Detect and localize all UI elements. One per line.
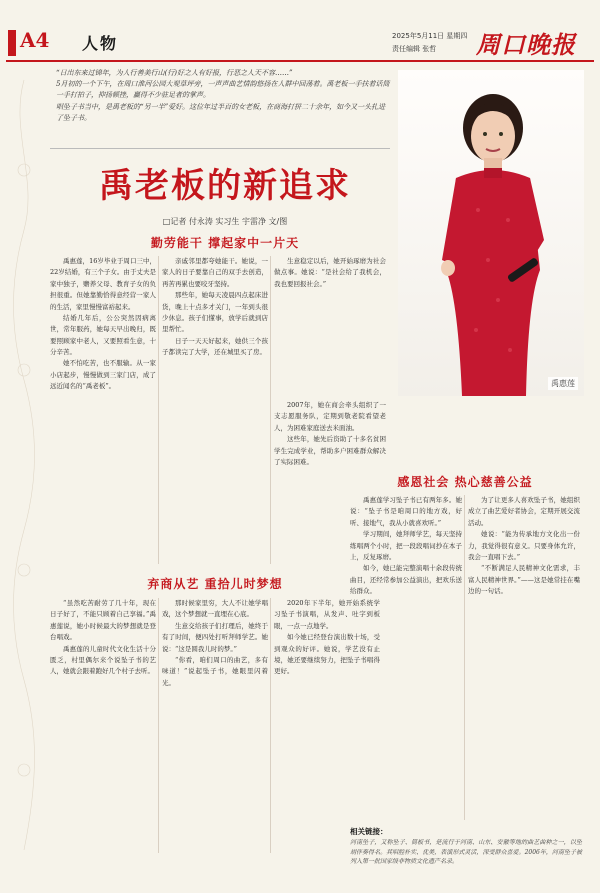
body-paragraph: 那些年，她每天凌晨四点起床进货，晚上十点多才关门，一年到头很少休息。孩子们懂事，放学后就到店里帮忙。 bbox=[162, 291, 268, 334]
photo-caption: 禹惠莲 bbox=[548, 377, 578, 390]
body-paragraph: 亲戚邻里都夸她能干。她说，一家人的日子要靠自己的双手去创造，再苦再累也要咬牙坚持。 bbox=[162, 257, 268, 288]
body-paragraph: “不断满足人民精神文化需求，丰富人民精神世界。”——这是她常挂在嘴边的一句话。 bbox=[468, 564, 580, 595]
header-rule bbox=[6, 60, 594, 62]
body-paragraph: “虽然吃苦耐劳了几十年，现在日子好了，不能只顾着自己享福。”禹惠莲说，她小时候最大的梦想就是登台唱戏。 bbox=[50, 599, 156, 642]
body-paragraph: 禹惠莲，16岁毕业于周口三中，22岁结婚，有三个子女。由于丈夫是家中独子，赡养父母、教育子女的负担很重。但她靠勤恰得意经营一家人的生活，家里慢慢富裕起来。 bbox=[50, 257, 156, 311]
column-rule bbox=[158, 598, 159, 853]
body-paragraph: 禹惠莲学习坠子书已有两年多。她说：“坠子书是咱周口的地方戏，好听、接地气，我从小就喜欢听。” bbox=[350, 496, 462, 527]
body-paragraph: 结婚几年后，公公突然因病离世，常年服药，她每天早出晚归，既要照顾家中老人，又要照看生意，十分辛苦。 bbox=[50, 313, 156, 356]
lede-paragraph: “日出东来过锦年，为人行善美行山(行)好之人有好报，行恶之人天不容……” bbox=[56, 69, 293, 77]
article-column bbox=[162, 256, 268, 564]
body-paragraph: 如今，她已能完整演唱十余段传统曲目，还经常参加公益演出，把欢乐送给群众。 bbox=[350, 564, 462, 595]
lede-paragraph: 5月初的一个下午，在周口淮河公园大观草坪旁，一声声曲艺情韵悠扬在人群中回荡着。禹老板一手扶着话筒一手打拍子，抑扬顿挫，赢得不少驻足者的掌声。 bbox=[56, 80, 390, 100]
subhead-pursue-art: 弃商从艺 重拾儿时梦想 bbox=[147, 577, 283, 591]
article-column bbox=[274, 598, 380, 853]
body-paragraph: 为了让更多人喜欢坠子书，她组织成立了曲艺爱好者协会，定期开展交流活动。 bbox=[468, 496, 580, 527]
body-paragraph: 2020年下半年，她开始系统学习坠子书演唱，从发声、吐字到板眼，一点一点地学。 bbox=[274, 599, 380, 630]
body-paragraph: 生意交给孩子们打理后，她终于有了时间，便四处打听拜师学艺。她说：“这是圆我儿时的梦。” bbox=[162, 621, 268, 653]
body-paragraph: 日子一天天好起来，她供三个孩子都读完了大学，还在城里买了房。 bbox=[162, 336, 268, 356]
body-paragraph: 这些年，她先后资助了十多名贫困学生完成学业，帮助多户困难群众解决了实际困难。 bbox=[274, 435, 386, 466]
body-paragraph: 那时候家里穷，大人不让她学唱戏，这个梦想就一直埋在心底。 bbox=[162, 599, 268, 619]
lede-divider bbox=[50, 148, 390, 149]
article-byline: □记者 付永涛 实习生 宇雷净 文/图 bbox=[162, 217, 288, 226]
article-column bbox=[162, 598, 268, 853]
body-paragraph: “你看，咱们周口的曲艺，多有味道！”说起坠子书，她眼里闪着光。 bbox=[162, 655, 268, 687]
decorative-margin-pattern bbox=[6, 70, 42, 860]
body-paragraph: 学习期间，她拜师学艺，每天坚持练唱两个小时，把一段段唱词抄在本子上，反复琢磨。 bbox=[350, 530, 462, 561]
column-rule bbox=[464, 495, 465, 820]
lede-paragraph: 唱坠子书当中，是禹老板的“另一半”爱好。这位年过半百的女老板，在商海打拼二十余年，如今又一头扎进了坠子书。 bbox=[56, 102, 386, 122]
related-link-label: 相关链接： bbox=[350, 827, 388, 836]
body-paragraph: 2007年，她在商会牵头组织了一支志愿服务队，定期到敬老院看望老人，为困难家庭送去米面油。 bbox=[274, 401, 386, 432]
column-rule bbox=[158, 256, 159, 564]
newspaper-logo: 周口晚报 bbox=[476, 30, 576, 59]
subhead-charity: 感恩社会 热心慈善公益 bbox=[397, 475, 533, 489]
editor-credit: 责任编辑 张哲 bbox=[392, 45, 437, 53]
article-column bbox=[274, 256, 386, 396]
subhead-hardworking: 勤劳能干 撑起家中一片天 bbox=[150, 236, 300, 250]
article-lede bbox=[56, 68, 392, 124]
body-paragraph: 禹惠莲的儿童时代文化生活十分匮乏，村里偶尔来个说坠子书的艺人，她就会跟着跑好几个村子去听。 bbox=[50, 644, 156, 676]
article-column bbox=[468, 495, 580, 820]
article-headline: 禹老板的新追求 bbox=[99, 166, 351, 206]
related-link-text: 河南坠子，又称坠子、简板书，是流行于河南、山东、安徽等地的曲艺曲种之一，以坠胡伴奏得名。其唱腔朴实、优美，表演形式灵活，深受群众喜爱。2006年，河南坠子被列入第一批国家级非物质文化遗产名录。 bbox=[350, 839, 582, 866]
column-rule bbox=[270, 256, 271, 564]
body-paragraph: 她不怕吃苦，也不服输。从一家小店起步，慢慢做到三家门店，成了远近闻名的“禹老板”。 bbox=[50, 359, 156, 391]
body-paragraph: 生意稳定以后，她开始琢磨为社会做点事。她说：“是社会给了我机会，我也要回报社会。” bbox=[274, 257, 386, 288]
issue-date: 2025年5月11日 星期四 bbox=[392, 32, 468, 40]
body-paragraph: 如今她已经登台演出数十场，受到观众的好评。她说，学艺没有止境，她还要继续努力，把坠子书唱得更好。 bbox=[274, 633, 380, 676]
section-number: A4 bbox=[20, 28, 50, 52]
article-column bbox=[50, 598, 156, 853]
section-marker bbox=[8, 30, 16, 56]
article-column bbox=[50, 256, 156, 564]
body-paragraph: 她说：“能为传承地方文化出一份力，我觉得很有意义。只要身体允许，我会一直唱下去。” bbox=[468, 530, 580, 561]
portrait-photo bbox=[398, 70, 584, 396]
column-rule bbox=[270, 598, 271, 853]
section-category: 人物 bbox=[82, 34, 119, 53]
woman-in-qipao-illustration bbox=[398, 70, 584, 396]
